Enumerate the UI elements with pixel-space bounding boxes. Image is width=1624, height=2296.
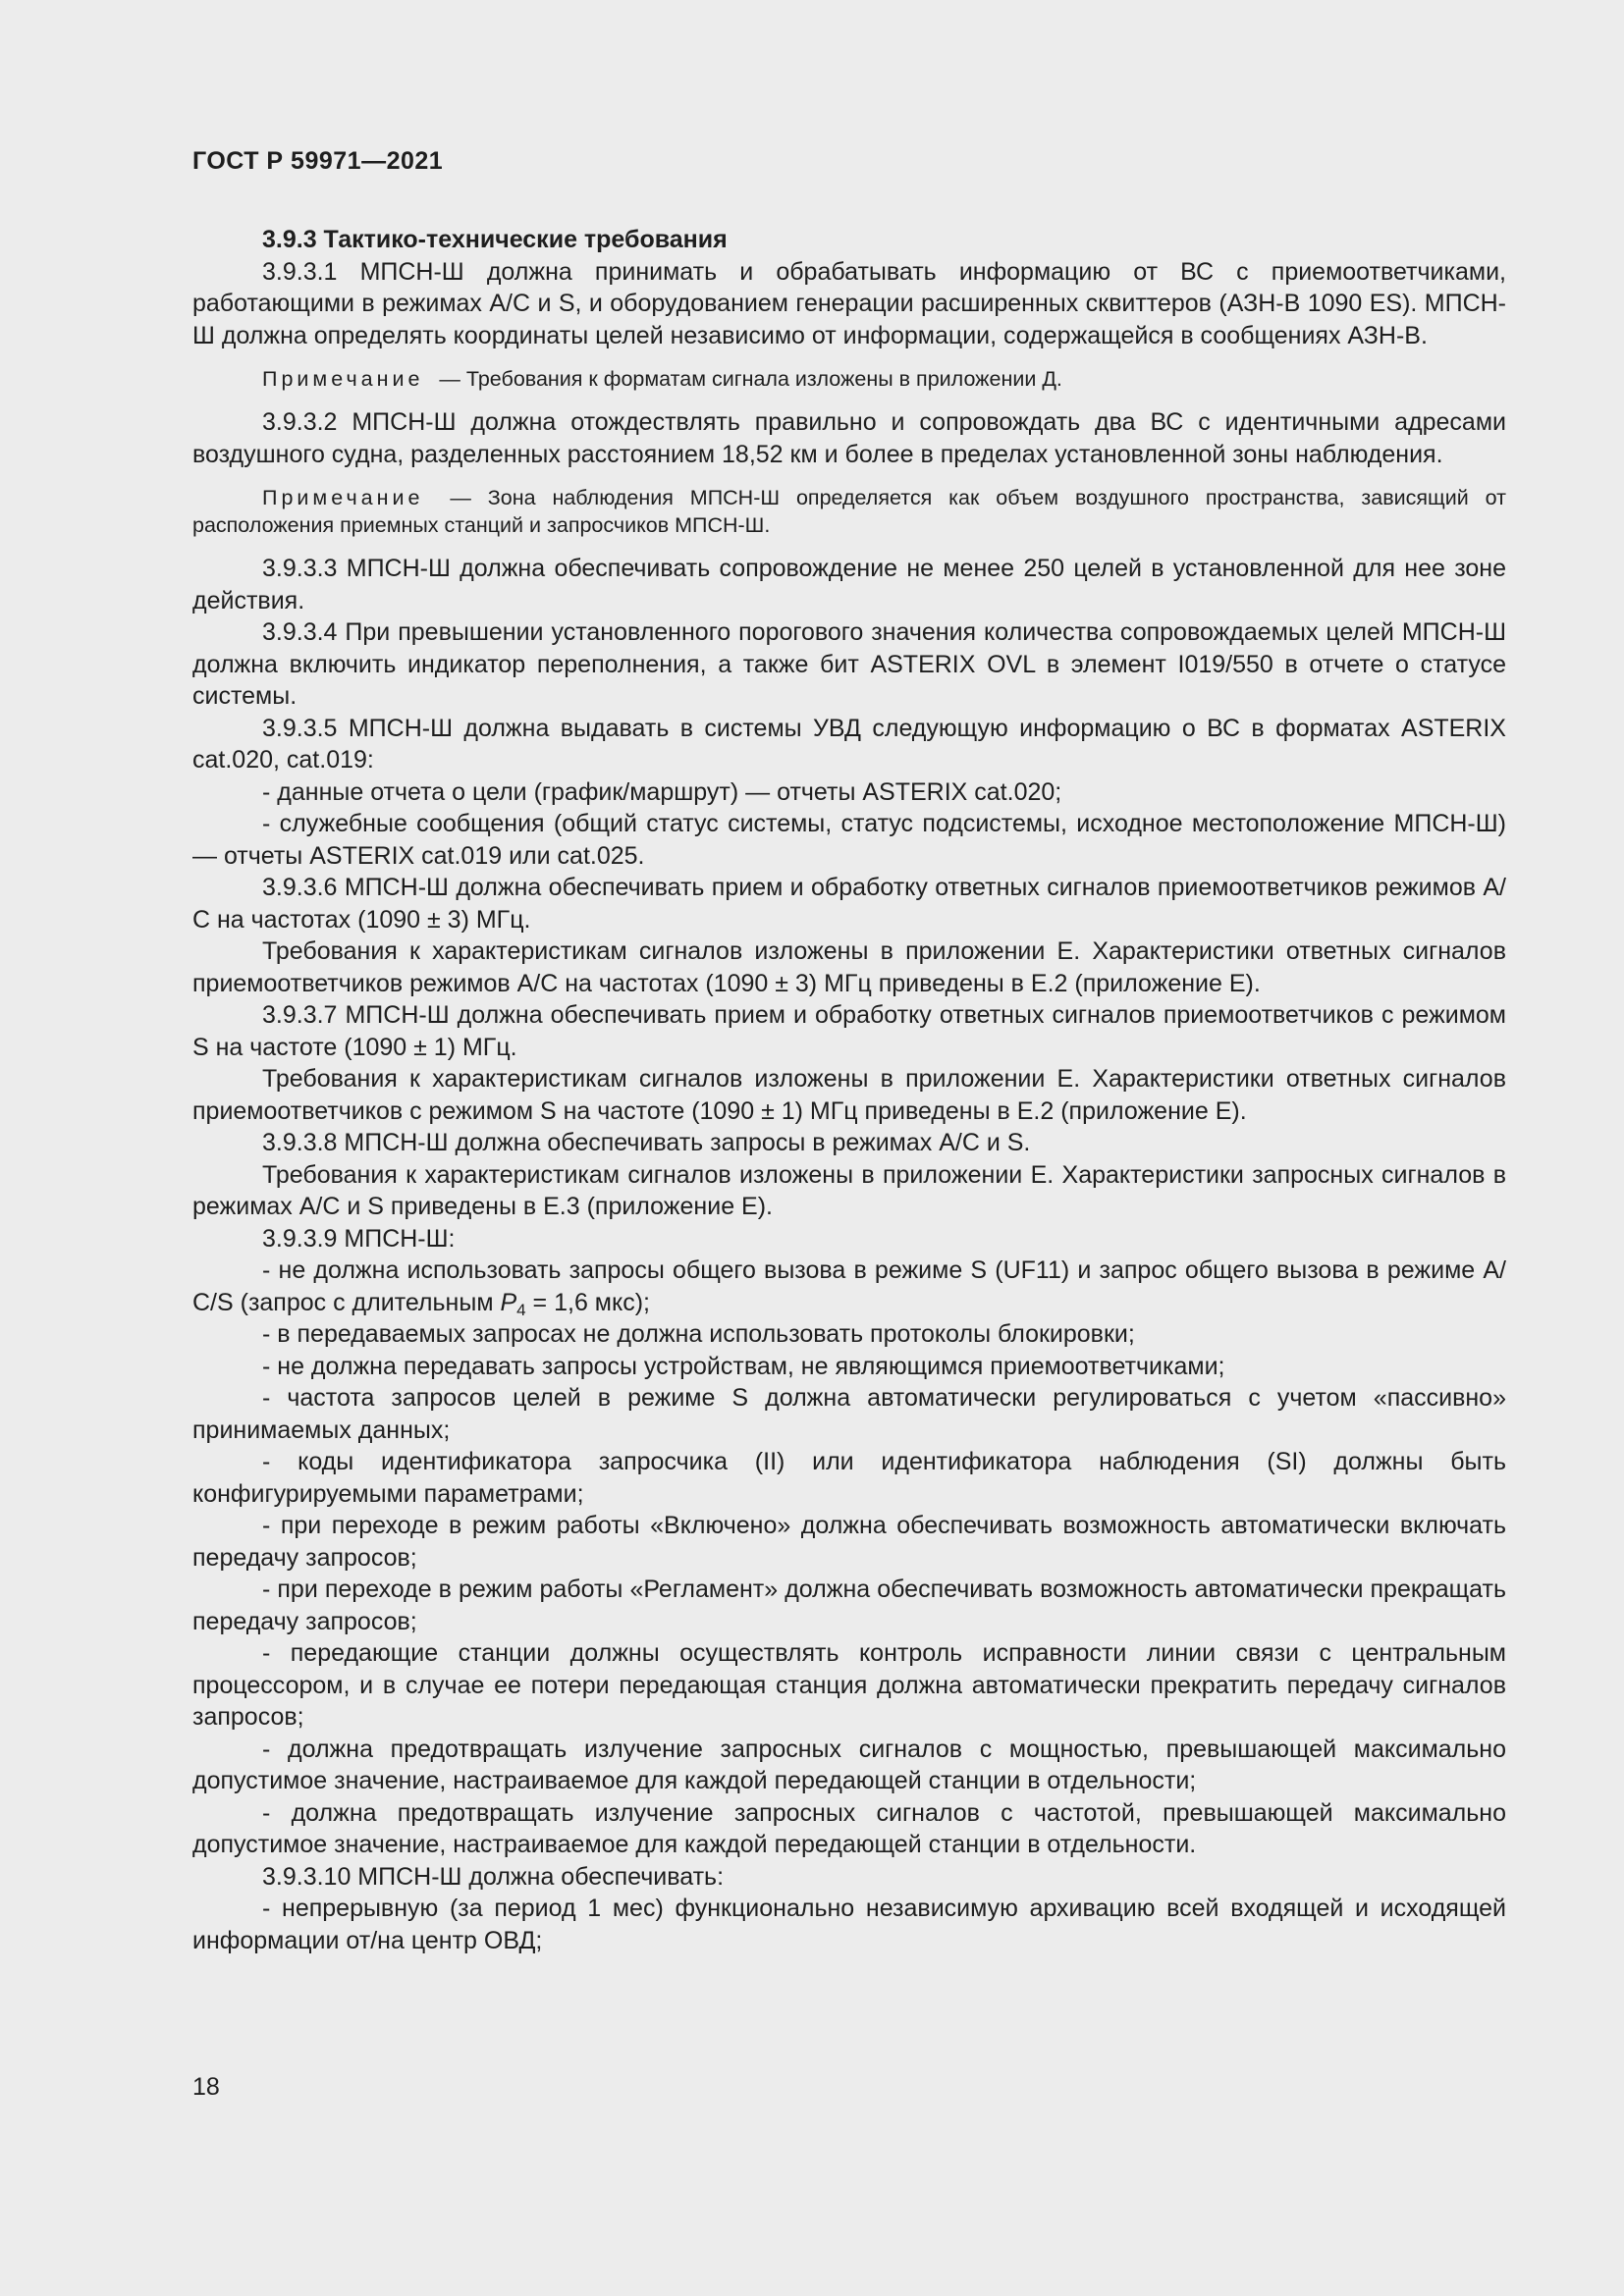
list-item — [192, 1255, 1506, 1318]
paragraph: 3.9.3.8 МПСН-Ш должна обеспечивать запросы в режимах А/С и S. — [262, 1129, 1031, 1156]
list-item: - передающие станции должны осуществлять контроль исправности линии связи с центральным процессором, и в случае ее потери передающая станция должна автоматически прекратить передачу сигналов запросов; — [192, 1639, 1506, 1731]
page-number: 18 — [192, 2073, 220, 2101]
list-item: - в передаваемых запросах не должна использовать протоколы блокировки; — [262, 1320, 1135, 1348]
note-text: — Требования к форматам сигнала изложены в приложении Д. — [433, 367, 1062, 391]
paragraph: Требования к характеристикам сигналов изложены в приложении Е. Характеристики ответных сигналов приемоответчиков режимов А/С на частотах (1090 ± 3) МГц приведены в Е.2 (приложение Е). — [192, 937, 1506, 997]
list-item: - должна предотвращать излучение запросных сигналов с мощностью, превышающей максимально допустимое значение, настраиваемое для каждой передающей станции в отдельности; — [192, 1735, 1506, 1794]
list-item: - при переходе в режим работы «Включено» должна обеспечивать возможность автоматически включать передачу запросов; — [192, 1512, 1506, 1572]
note-label: Примечание — [262, 486, 424, 509]
list-item: - данные отчета о цели (график/маршрут) — отчеты ASTERIX cat.020; — [262, 777, 1062, 806]
paragraph: 3.9.3.5 МПСН-Ш должна выдавать в системы УВД следующую информацию о ВС в форматах ASTERIX cat.020, cat.019: — [192, 714, 1506, 774]
text-span: - не должна использовать запросы общего вызова в режиме S (UF11) и запрос общего вызова в режиме А/С/S (запрос с длительным — [192, 1256, 1506, 1316]
subscript: 4 — [516, 1300, 526, 1319]
paragraph: Требования к характеристикам сигналов изложены в приложении Е. Характеристики ответных сигналов приемоответчиков с режимом S на частоте (1090 ± 1) МГц приведены в Е.2 (приложение Е). — [192, 1065, 1506, 1125]
note — [192, 365, 1506, 393]
list-item: - непрерывную (за период 1 мес) функционально независимую архивацию всей входящей и исходящей информации от/на центр ОВД; — [192, 1895, 1506, 1954]
list-item: - при переходе в режим работы «Регламент» должна обеспечивать возможность автоматически прекращать передачу запросов; — [192, 1575, 1506, 1635]
list-item: - частота запросов целей в режиме S должна автоматически регулироваться с учетом «пассивно» принимаемых данных; — [192, 1384, 1506, 1444]
paragraph: 3.9.3.6 МПСН-Ш должна обеспечивать прием и обработку ответных сигналов приемоответчиков режимов А/С на частотах (1090 ± 3) МГц. — [192, 874, 1506, 934]
paragraph: Требования к характеристикам сигналов изложены в приложении Е. Характеристики запросных сигналов в режимах А/С и S приведены в Е.3 (приложение Е). — [192, 1160, 1506, 1220]
paragraph: 3.9.3.3 МПСН-Ш должна обеспечивать сопровождение не менее 250 целей в установленной для нее зоне действия. — [192, 555, 1506, 614]
list-item: - не должна передавать запросы устройствам, не являющимся приемоответчиками; — [262, 1352, 1225, 1380]
list-item: - коды идентификатора запросчика (II) или идентификатора наблюдения (SI) должны быть конфигурируемыми параметрами; — [192, 1448, 1506, 1508]
paragraph: 3.9.3.2 МПСН-Ш должна отождествлять правильно и сопровождать два ВС с идентичными адресами воздушного судна, разделенных расстоянием 18,52 км и более в пределах установленной зоны наблюдения. — [192, 408, 1506, 468]
section-heading: 3.9.3 Тактико-технические требования — [262, 226, 728, 253]
note — [192, 484, 1506, 539]
paragraph: 3.9.3.4 При превышении установленного порогового значения количества сопровождаемых целей МПСН-Ш должна включить индикатор переполнения, а также бит ASTERIX OVL в элемент I019/550 в отчете о статусе системы. — [192, 618, 1506, 710]
paragraph: 3.9.3.9 МПСН-Ш: — [262, 1224, 456, 1253]
paragraph: 3.9.3.10 МПСН-Ш должна обеспечивать: — [262, 1862, 725, 1891]
document-code-header: ГОСТ Р 59971—2021 — [192, 147, 444, 175]
document-body — [192, 224, 1506, 1956]
note-label: Примечание — [262, 367, 424, 391]
variable-p: P — [500, 1288, 517, 1316]
list-item: - должна предотвращать излучение запросных сигналов с частотой, превышающей максимально допустимое значение, настраиваемое для каждой передающей станции в отдельности. — [192, 1798, 1506, 1858]
note-text: — Зона наблюдения МПСН-Ш определяется как объем воздушного пространства, зависящий от расположения приемных станций и запросчиков МПСН-Ш. — [192, 486, 1506, 537]
paragraph: 3.9.3.1 МПСН-Ш должна принимать и обрабатывать информацию от ВС с приемоответчиками, работающими в режимах А/С и S, и оборудованием генерации расширенных сквиттеров (АЗН-В 1090 ES). МПСН-Ш должна определять координаты целей независимо от информации, содержащейся в сообщениях АЗН-В. — [192, 257, 1506, 349]
list-item: - служебные сообщения (общий статус системы, статус подсистемы, исходное местоположение МПСН-Ш) — отчеты ASTERIX cat.019 или cat.025. — [192, 810, 1506, 870]
text-span: = 1,6 мкс); — [525, 1288, 650, 1316]
paragraph: 3.9.3.7 МПСН-Ш должна обеспечивать прием и обработку ответных сигналов приемоответчиков с режимом S на частоте (1090 ± 1) МГц. — [192, 1001, 1506, 1061]
